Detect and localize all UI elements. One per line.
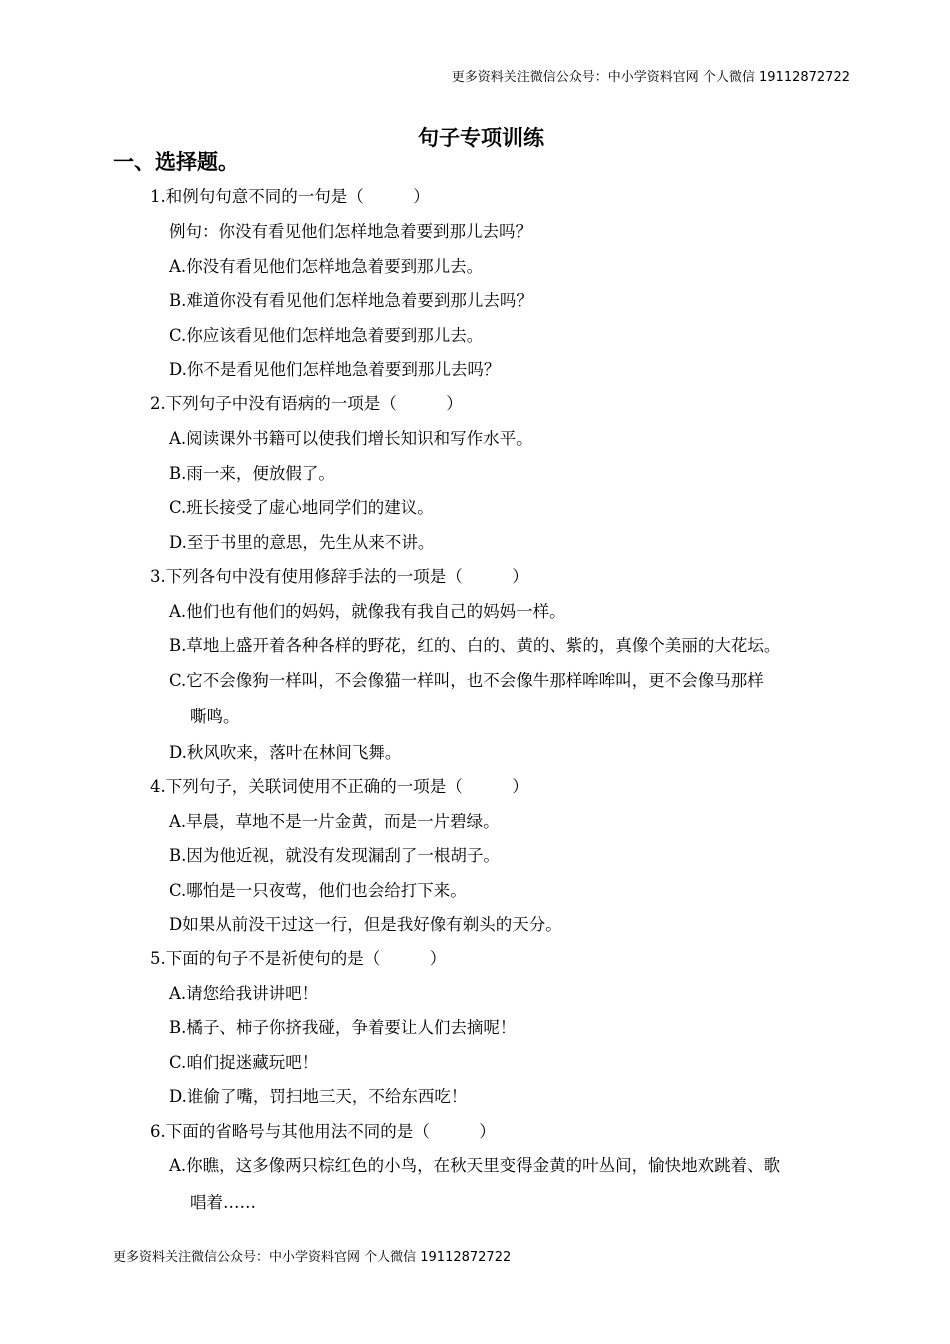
- question-3-option-c-continuation: 嘶鸣。: [190, 707, 240, 726]
- question-1-example: 例句：你没有看见他们怎样地急着要到那儿去吗？: [169, 222, 532, 241]
- page-header: 更多资料关注微信公众号：中小学资料官网 个人微信 19112872722: [451, 70, 850, 85]
- question-1-option-c: C.你应该看见他们怎样地急着要到那儿去。: [169, 326, 484, 345]
- question-4-stem: 4.下列句子，关联词使用不正确的一项是（ ）: [150, 777, 529, 796]
- question-2-option-c: C.班长接受了虚心地同学们的建议。: [169, 498, 434, 517]
- question-5-option-c: C.咱们捉迷藏玩吧！: [169, 1053, 319, 1072]
- question-1-option-a: A.你没有看见他们怎样地急着要到那儿去。: [169, 257, 484, 276]
- question-2-stem: 2.下列句子中没有语病的一项是（ ）: [150, 394, 463, 413]
- question-3-option-a: A.他们也有他们的妈妈，就像我有我自己的妈妈一样。: [169, 602, 566, 621]
- question-3-option-d: D.秋风吹来，落叶在林间飞舞。: [169, 743, 402, 762]
- question-4-option-c: C.哪怕是一只夜莺，他们也会给打下来。: [169, 881, 467, 900]
- question-1-option-d: D.你不是看见他们怎样地急着要到那儿去吗？: [169, 360, 501, 379]
- question-2-option-b: B.雨一来，便放假了。: [169, 464, 335, 483]
- question-5-stem: 5.下面的句子不是祈使句的是（ ）: [150, 949, 447, 968]
- question-1-stem: 1.和例句句意不同的一句是（ ）: [150, 187, 430, 206]
- question-3-option-b: B.草地上盛开着各种各样的野花，红的、白的、黄的、紫的，真像个美丽的大花坛。: [169, 636, 781, 655]
- question-3-stem: 3.下列各句中没有使用修辞手法的一项是（ ）: [150, 567, 529, 586]
- question-3-option-c: C.它不会像狗一样叫，不会像猫一样叫，也不会像牛那样哞哞叫，更不会像马那样: [169, 671, 764, 690]
- question-6-stem: 6.下面的省略号与其他用法不同的是（ ）: [150, 1122, 496, 1141]
- section-heading: 一、选择题。: [113, 150, 239, 174]
- page-footer: 更多资料关注微信公众号：中小学资料官网 个人微信 19112872722: [113, 1250, 512, 1265]
- question-5-option-b: B.橘子、柿子你挤我碰，争着要让人们去摘呢！: [169, 1018, 517, 1037]
- question-6-option-a: A.你瞧，这多像两只棕红色的小鸟，在秋天里变得金黄的叶丛间，愉快地欢跳着、歌: [169, 1156, 781, 1175]
- question-5-option-a: A.请您给我讲讲吧！: [169, 984, 319, 1003]
- question-5-option-d: D.谁偷了嘴，罚扫地三天，不给东西吃！: [169, 1087, 468, 1106]
- question-4-option-d: D如果从前没干过这一行，但是我好像有剃头的天分。: [169, 915, 562, 934]
- question-4-option-a: A.早晨，草地不是一片金黄，而是一片碧绿。: [169, 812, 500, 831]
- question-2-option-d: D.至于书里的意思，先生从来不讲。: [169, 533, 435, 552]
- question-4-option-b: B.因为他近视，就没有发现漏刮了一根胡子。: [169, 846, 500, 865]
- question-2-option-a: A.阅读课外书籍可以使我们增长知识和写作水平。: [169, 429, 533, 448]
- question-1-option-b: B.难道你没有看见他们怎样地急着要到那儿去吗？: [169, 291, 533, 310]
- page-title: 句子专项训练: [418, 126, 544, 150]
- question-6-option-a-continuation: 唱着……: [190, 1193, 256, 1212]
